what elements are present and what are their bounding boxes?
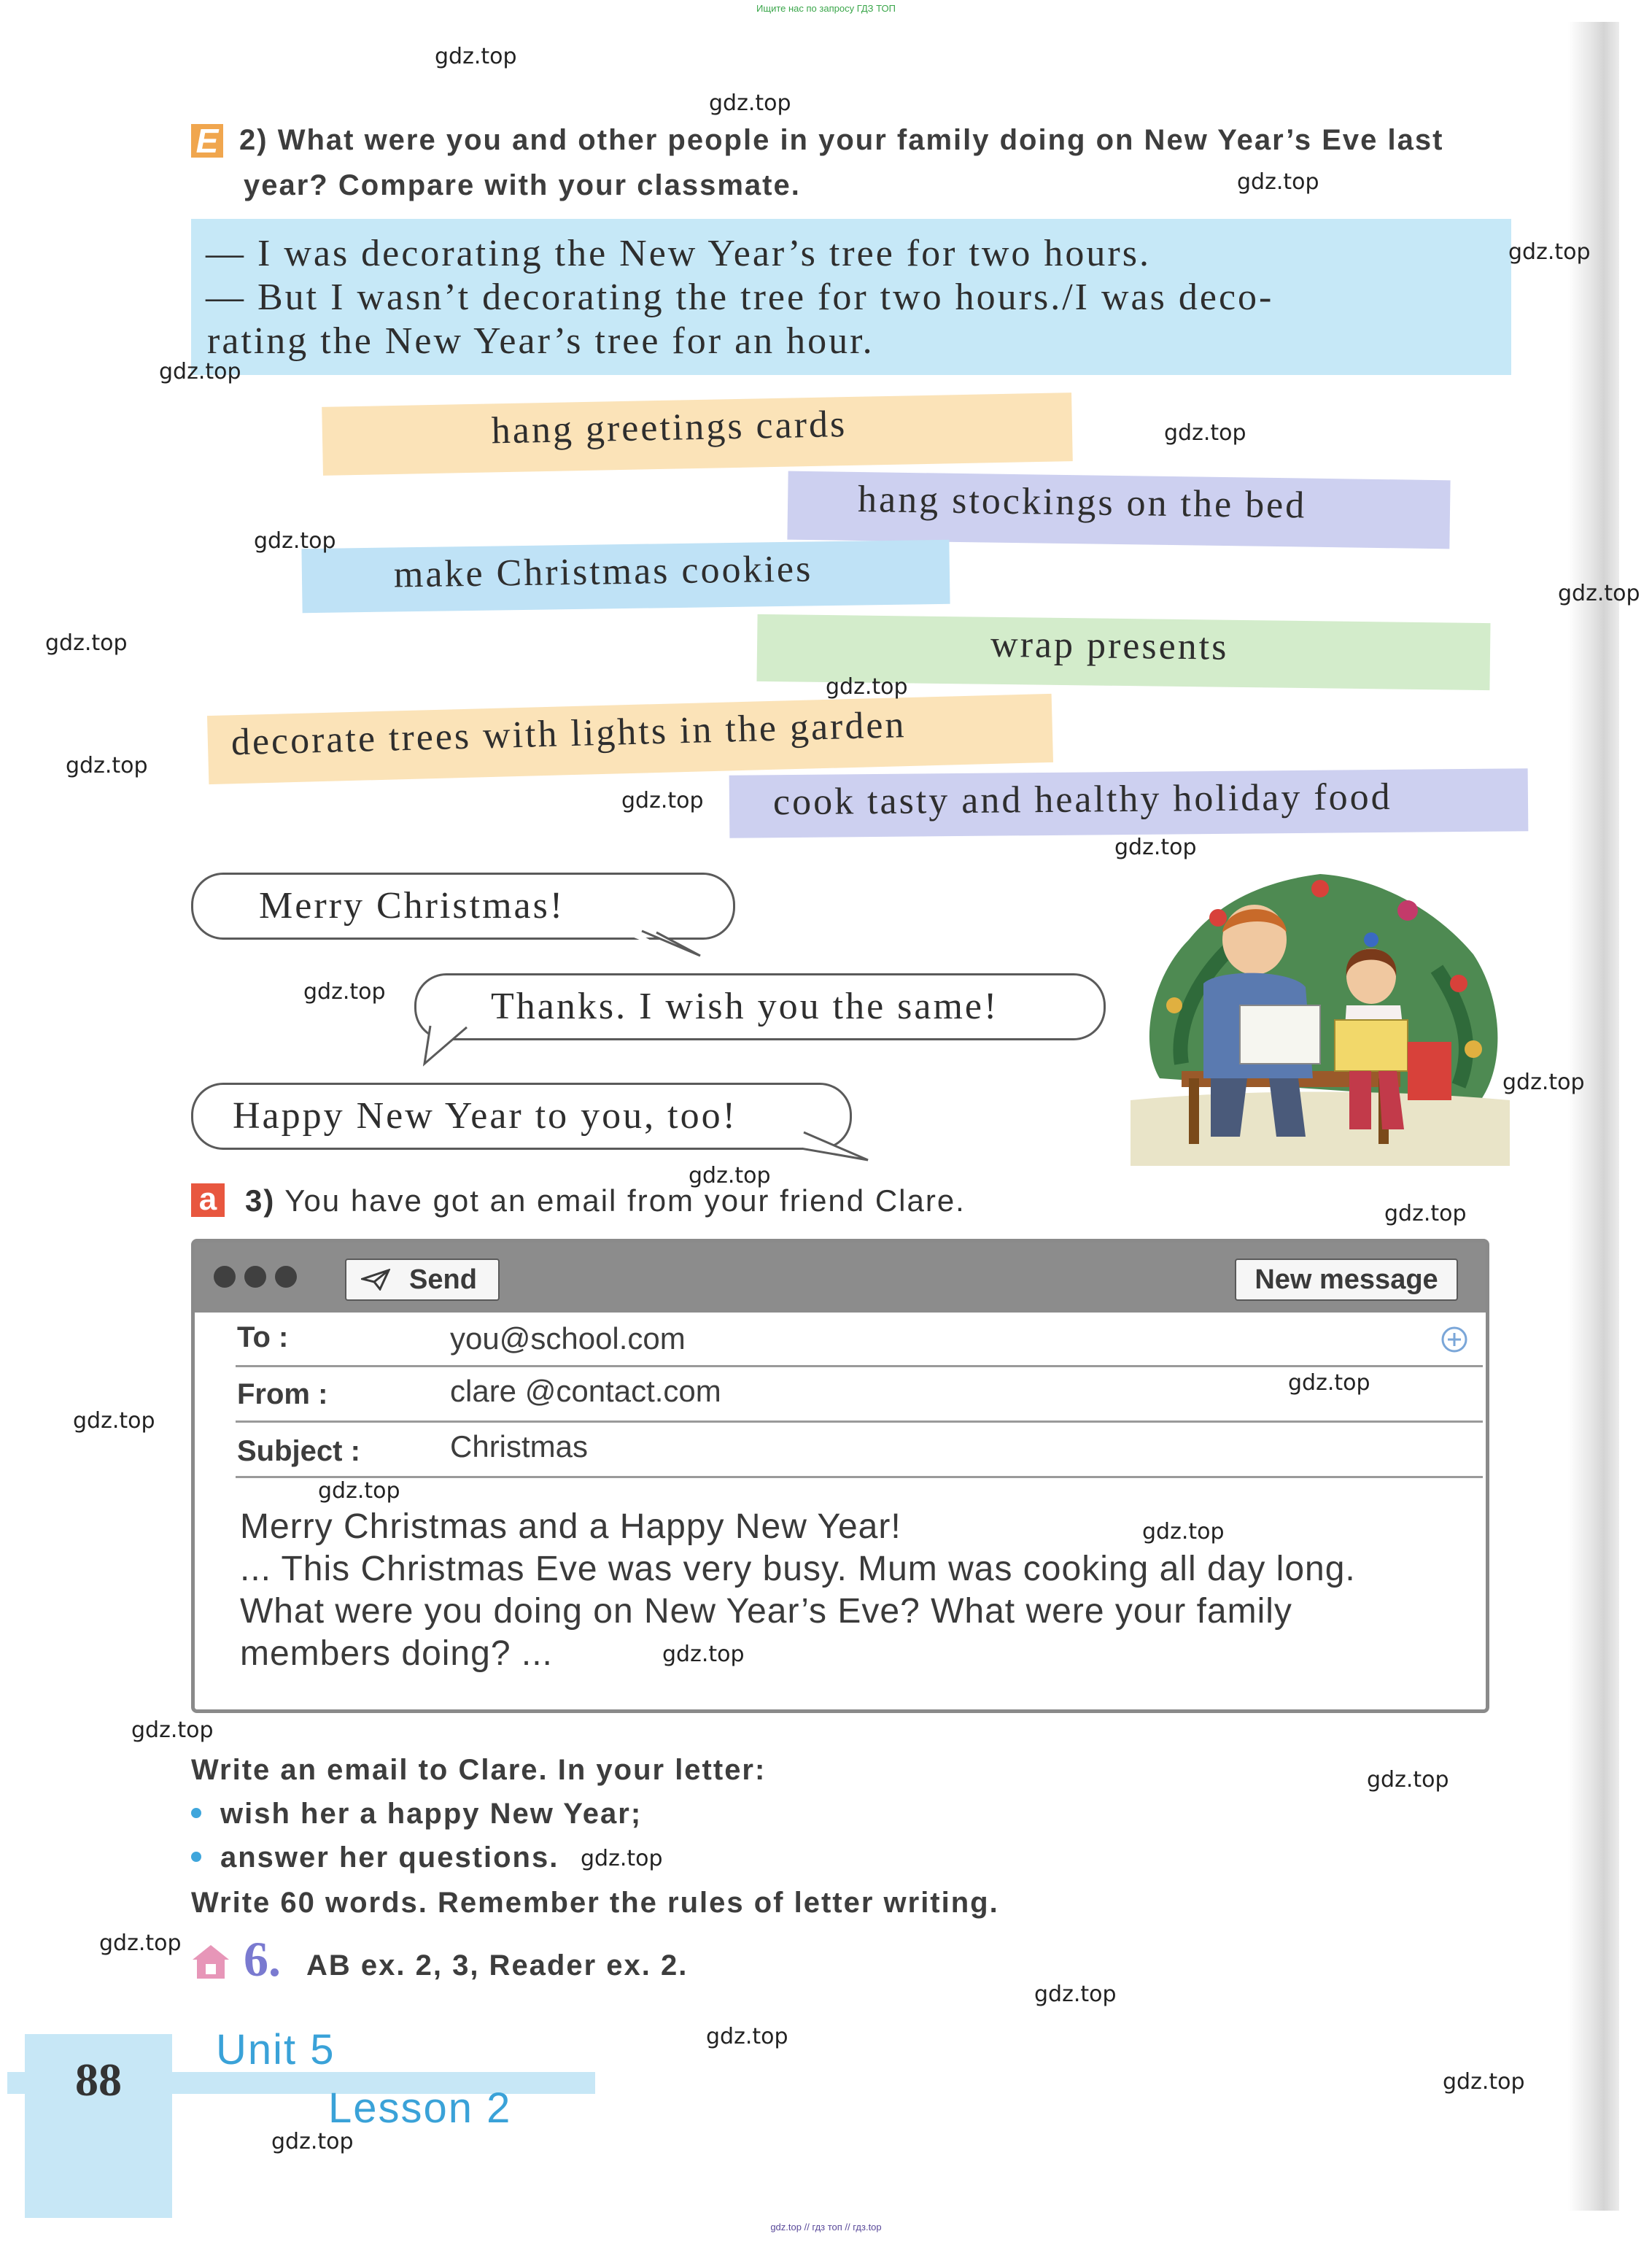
watermark: gdz.top (1508, 239, 1591, 265)
field-divider (236, 1420, 1483, 1423)
watermark: gdz.top (709, 90, 791, 116)
to-label: To : (237, 1321, 289, 1353)
exercise-3-prompt (245, 1183, 966, 1218)
bullet-icon (191, 1808, 201, 1818)
phrase-strip: cook tasty and healthy holiday food (729, 768, 1529, 838)
watermark: gdz.top (662, 1642, 745, 1667)
watermark: gdz.top (1237, 169, 1319, 195)
lesson-label: Lesson 2 (328, 2084, 512, 2132)
dialog-line-1: — I was decorating the New Year’s tree for two hours. (206, 233, 1151, 274)
speech-bubble-thanks: Thanks. I wish you the same! (414, 973, 1106, 1040)
speech-bubble-merry-christmas: Merry Christmas! (191, 873, 735, 940)
watermark: gdz.top (254, 528, 336, 554)
watermark: gdz.top (1034, 1982, 1117, 2007)
watermark: gdz.top (66, 753, 148, 778)
bubble-tail-icon (627, 927, 715, 978)
watermark: gdz.top (1443, 2069, 1525, 2095)
watermark: gdz.top (706, 2024, 788, 2049)
add-recipient-icon[interactable] (1440, 1326, 1468, 1353)
from-label: From : (237, 1378, 328, 1410)
bubble-tail-icon (416, 1020, 481, 1071)
watermark: gdz.top (1502, 1070, 1585, 1095)
exercise-3-text: You have got an email from your friend Clare. (284, 1183, 966, 1218)
watermark: gdz.top (826, 674, 908, 700)
window-dot-icon (275, 1266, 297, 1288)
bottom-note: gdz.top // гдз топ // гдз.top (770, 2222, 882, 2233)
homework-text: AB ex. 2, 3, Reader ex. 2. (306, 1949, 689, 1982)
page-number: 88 (75, 2054, 122, 2106)
to-field[interactable]: you@school.com (450, 1321, 686, 1356)
watermark: gdz.top (1558, 581, 1640, 606)
window-dot-icon (244, 1266, 266, 1288)
watermark: gdz.top (689, 1163, 771, 1188)
watermark: gdz.top (45, 630, 128, 656)
bullet-icon (191, 1852, 201, 1862)
phrase-strip: make Christmas cookies (301, 540, 950, 613)
send-button[interactable] (345, 1259, 500, 1301)
phrase-strip: decorate trees with lights in the garden (207, 694, 1053, 784)
dialog-line-2: — But I wasn’t decorating the tree for two hours./I was deco- (206, 277, 1274, 318)
book-spine-shadow (1568, 22, 1619, 2211)
watermark: gdz.top (1367, 1767, 1449, 1793)
watermark: gdz.top (303, 979, 386, 1005)
exercise-2-question-line2: year? Compare with your classmate. (244, 169, 801, 201)
top-note: Ищите нас по запросу ГДЗ ТОП (756, 3, 896, 14)
watermark: gdz.top (131, 1717, 214, 1743)
subject-label: Subject : (237, 1435, 360, 1467)
watermark: gdz.top (1384, 1201, 1467, 1226)
exercise-2-number: 2) (239, 124, 268, 156)
christmas-reading-illustration (1131, 859, 1510, 1166)
watermark: gdz.top (99, 1930, 182, 1956)
watermark: gdz.top (1164, 420, 1246, 446)
email-body-line: Merry Christmas and a Happy New Year! (240, 1507, 901, 1546)
instruction-bullet-1: wish her a happy New Year; (220, 1798, 643, 1830)
watermark: gdz.top (435, 44, 517, 69)
watermark: gdz.top (581, 1846, 663, 1871)
unit-label: Unit 5 (216, 2026, 336, 2073)
example-dialog-box (191, 219, 1511, 375)
exercise-e-badge: E (191, 124, 223, 158)
house-icon (191, 1944, 230, 1980)
from-field[interactable]: clare @contact.com (450, 1374, 721, 1408)
paper-plane-icon (361, 1269, 390, 1291)
phrase-strip: hang greetings cards (322, 393, 1073, 476)
instruction-line-2: Write 60 words. Remember the rules of letter writing. (191, 1887, 999, 1919)
new-message-button[interactable]: New message (1235, 1259, 1458, 1301)
phrase-strip: wrap presents (756, 614, 1490, 690)
exercise-2-question-line1: What were you and other people in your family doing on New Year’s Eve last (277, 124, 1444, 156)
instruction-line-1: Write an email to Clare. In your letter: (191, 1754, 767, 1786)
watermark: gdz.top (73, 1408, 155, 1434)
homework-number: 6. (244, 1931, 281, 1987)
window-dot-icon (214, 1266, 236, 1288)
bubble-tail-icon (802, 1126, 883, 1170)
exercise-3-number: 3) (245, 1183, 276, 1218)
subject-field[interactable]: Christmas (450, 1429, 589, 1464)
phrase-strip: hang stockings on the bed (787, 471, 1450, 549)
speech-bubble-happy-new-year: Happy New Year to you, too! (191, 1083, 852, 1150)
email-body-line: ... This Christmas Eve was very busy. Mum was cooking all day long. (240, 1550, 1356, 1588)
exercise-a-badge: a (191, 1183, 225, 1217)
email-window (191, 1239, 1489, 1713)
watermark: gdz.top (271, 2129, 354, 2154)
watermark: gdz.top (159, 359, 241, 384)
field-divider (236, 1365, 1483, 1367)
watermark: gdz.top (621, 788, 704, 813)
dialog-line-3: rating the New Year’s tree for an hour. (207, 320, 875, 362)
watermark: gdz.top (318, 1478, 400, 1504)
watermark: gdz.top (1114, 835, 1197, 860)
watermark: gdz.top (1142, 1519, 1225, 1545)
send-button-label: Send (409, 1264, 477, 1295)
instruction-bullet-2: answer her questions. (220, 1841, 559, 1874)
email-toolbar (195, 1242, 1486, 1313)
exercise-2-question (239, 124, 1443, 157)
email-body-line: members doing? ... (240, 1634, 553, 1673)
watermark: gdz.top (1288, 1370, 1370, 1396)
field-divider (236, 1476, 1483, 1478)
email-body-line: What were you doing on New Year’s Eve? What were your family (240, 1592, 1292, 1631)
